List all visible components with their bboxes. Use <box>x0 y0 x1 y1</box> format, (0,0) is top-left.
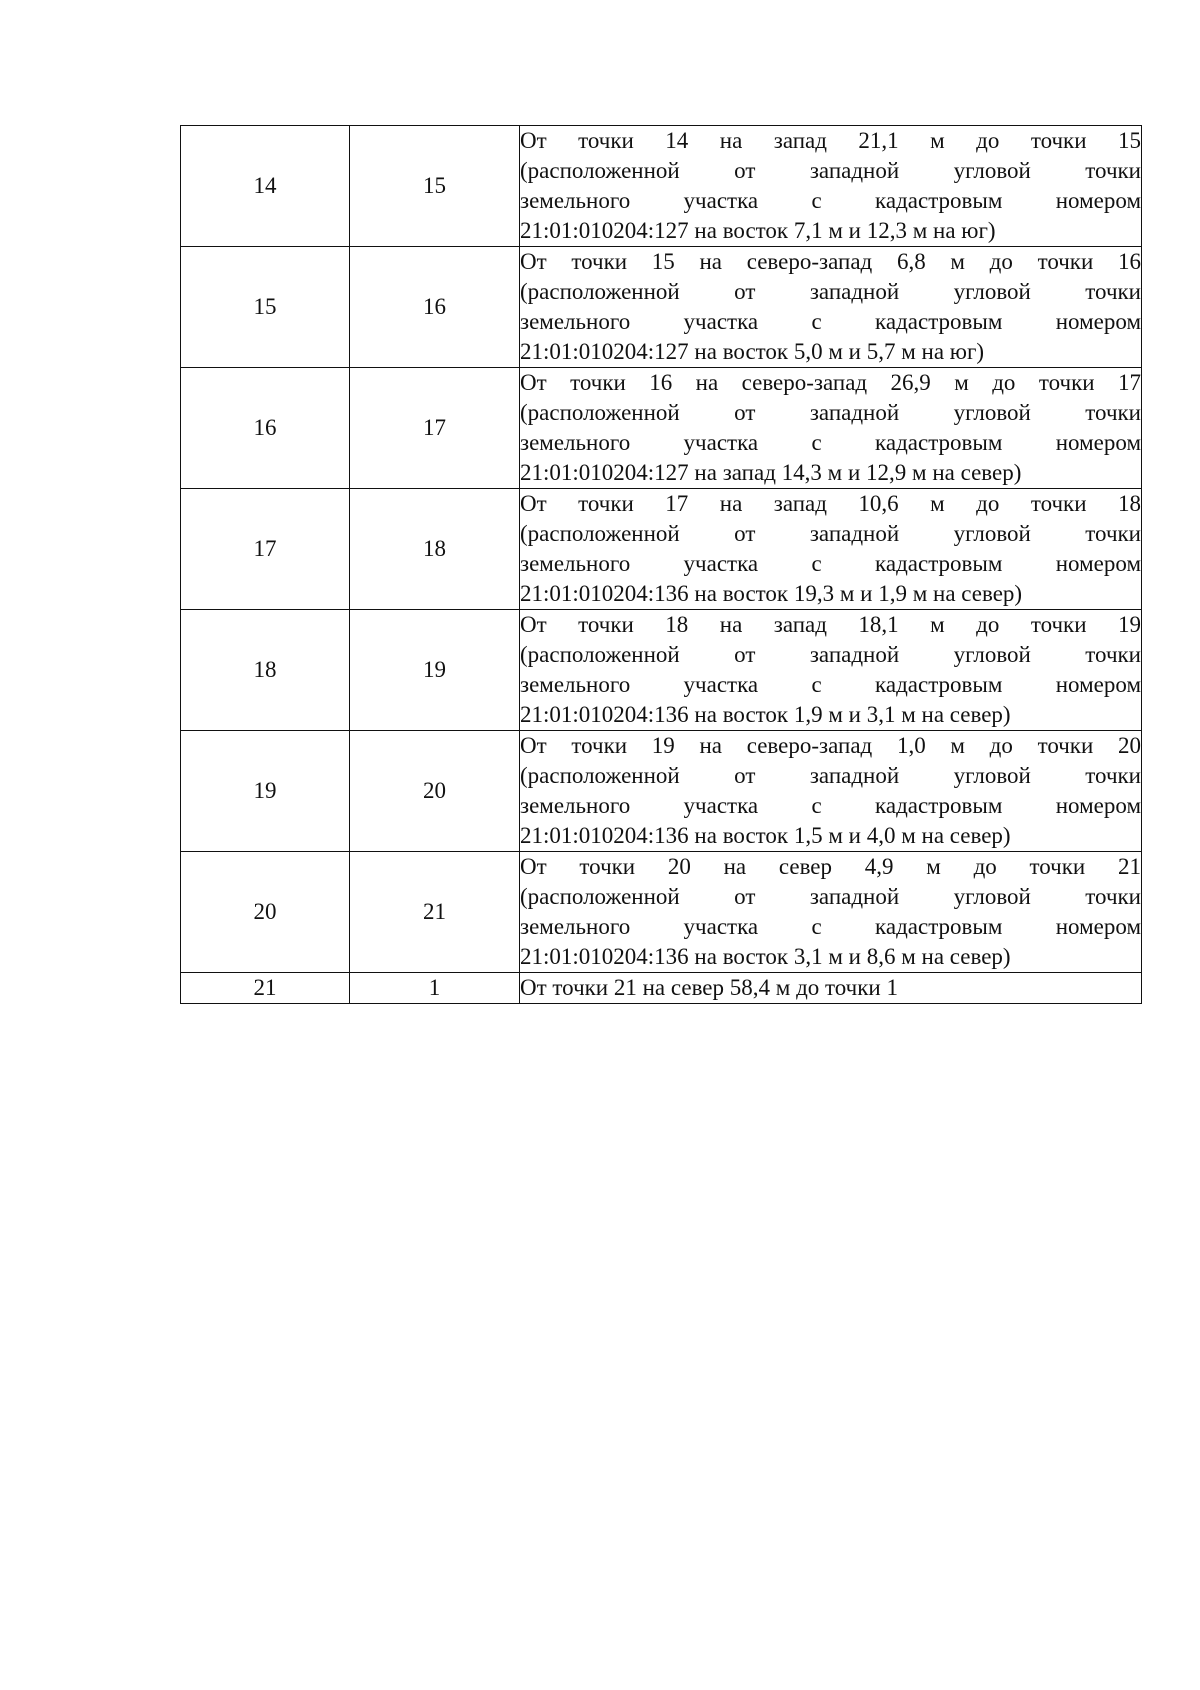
segment-description-cell <box>520 489 1142 610</box>
description-line: (расположенной от западной угловой точки <box>520 279 1141 304</box>
description-line: (расположенной от западной угловой точки <box>520 763 1141 788</box>
to-point-cell: 18 <box>350 489 520 610</box>
description-line: 21:01:010204:136 на восток 1,5 м и 4,0 м на север) <box>520 823 1011 848</box>
segment-description-cell <box>520 610 1142 731</box>
description-line: земельного участка с кадастровым номером <box>520 672 1141 697</box>
description-line: 21:01:010204:127 на запад 14,3 м и 12,9 м на север) <box>520 460 1022 485</box>
description-line: земельного участка с кадастровым номером <box>520 551 1141 576</box>
segment-description-cell <box>520 973 1142 1004</box>
description-line: От точки 14 на запад 21,1 м до точки 15 <box>520 128 1141 153</box>
description-line: 21:01:010204:136 на восток 3,1 м и 8,6 м на север) <box>520 944 1011 969</box>
description-line: От точки 21 на север 58,4 м до точки 1 <box>520 975 898 1000</box>
segment-description-cell <box>520 126 1142 247</box>
table-row <box>181 368 1142 489</box>
table-row <box>181 126 1142 247</box>
description-line: От точки 19 на северо-запад 1,0 м до точки 20 <box>520 733 1141 758</box>
description-line: 21:01:010204:127 на восток 5,0 м и 5,7 м на юг) <box>520 339 985 364</box>
to-point-cell: 17 <box>350 368 520 489</box>
description-line: земельного участка с кадастровым номером <box>520 430 1141 455</box>
description-line: От точки 20 на север 4,9 м до точки 21 <box>520 854 1141 879</box>
description-line: (расположенной от западной угловой точки <box>520 642 1141 667</box>
description-line: 21:01:010204:127 на восток 7,1 м и 12,3 м на юг) <box>520 218 996 243</box>
segment-description-cell <box>520 368 1142 489</box>
table-row <box>181 610 1142 731</box>
description-line: От точки 16 на северо-запад 26,9 м до точки 17 <box>520 370 1141 395</box>
table-row <box>181 973 1142 1004</box>
from-point-cell: 15 <box>181 247 350 368</box>
table-row <box>181 489 1142 610</box>
description-line: земельного участка с кадастровым номером <box>520 309 1141 334</box>
to-point-cell: 19 <box>350 610 520 731</box>
description-line: земельного участка с кадастровым номером <box>520 914 1141 939</box>
from-point-cell: 21 <box>181 973 350 1004</box>
description-line: земельного участка с кадастровым номером <box>520 188 1141 213</box>
description-line: От точки 18 на запад 18,1 м до точки 19 <box>520 612 1141 637</box>
table-row <box>181 247 1142 368</box>
description-line: (расположенной от западной угловой точки <box>520 521 1141 546</box>
description-line: От точки 17 на запад 10,6 м до точки 18 <box>520 491 1141 516</box>
from-point-cell: 17 <box>181 489 350 610</box>
boundary-points-table <box>180 125 1142 1004</box>
to-point-cell: 15 <box>350 126 520 247</box>
from-point-cell: 20 <box>181 852 350 973</box>
to-point-cell: 21 <box>350 852 520 973</box>
to-point-cell: 16 <box>350 247 520 368</box>
description-line: (расположенной от западной угловой точки <box>520 400 1141 425</box>
from-point-cell: 14 <box>181 126 350 247</box>
segment-description-cell <box>520 852 1142 973</box>
description-line: 21:01:010204:136 на восток 19,3 м и 1,9 м на север) <box>520 581 1023 606</box>
from-point-cell: 19 <box>181 731 350 852</box>
segment-description-cell <box>520 731 1142 852</box>
description-line: 21:01:010204:136 на восток 1,9 м и 3,1 м на север) <box>520 702 1011 727</box>
description-line: (расположенной от западной угловой точки <box>520 158 1141 183</box>
to-point-cell: 20 <box>350 731 520 852</box>
from-point-cell: 18 <box>181 610 350 731</box>
from-point-cell: 16 <box>181 368 350 489</box>
description-line: От точки 15 на северо-запад 6,8 м до точки 16 <box>520 249 1141 274</box>
to-point-cell: 1 <box>350 973 520 1004</box>
description-line: (расположенной от западной угловой точки <box>520 884 1141 909</box>
segment-description-cell <box>520 247 1142 368</box>
description-line: земельного участка с кадастровым номером <box>520 793 1141 818</box>
table-row <box>181 731 1142 852</box>
table-row <box>181 852 1142 973</box>
